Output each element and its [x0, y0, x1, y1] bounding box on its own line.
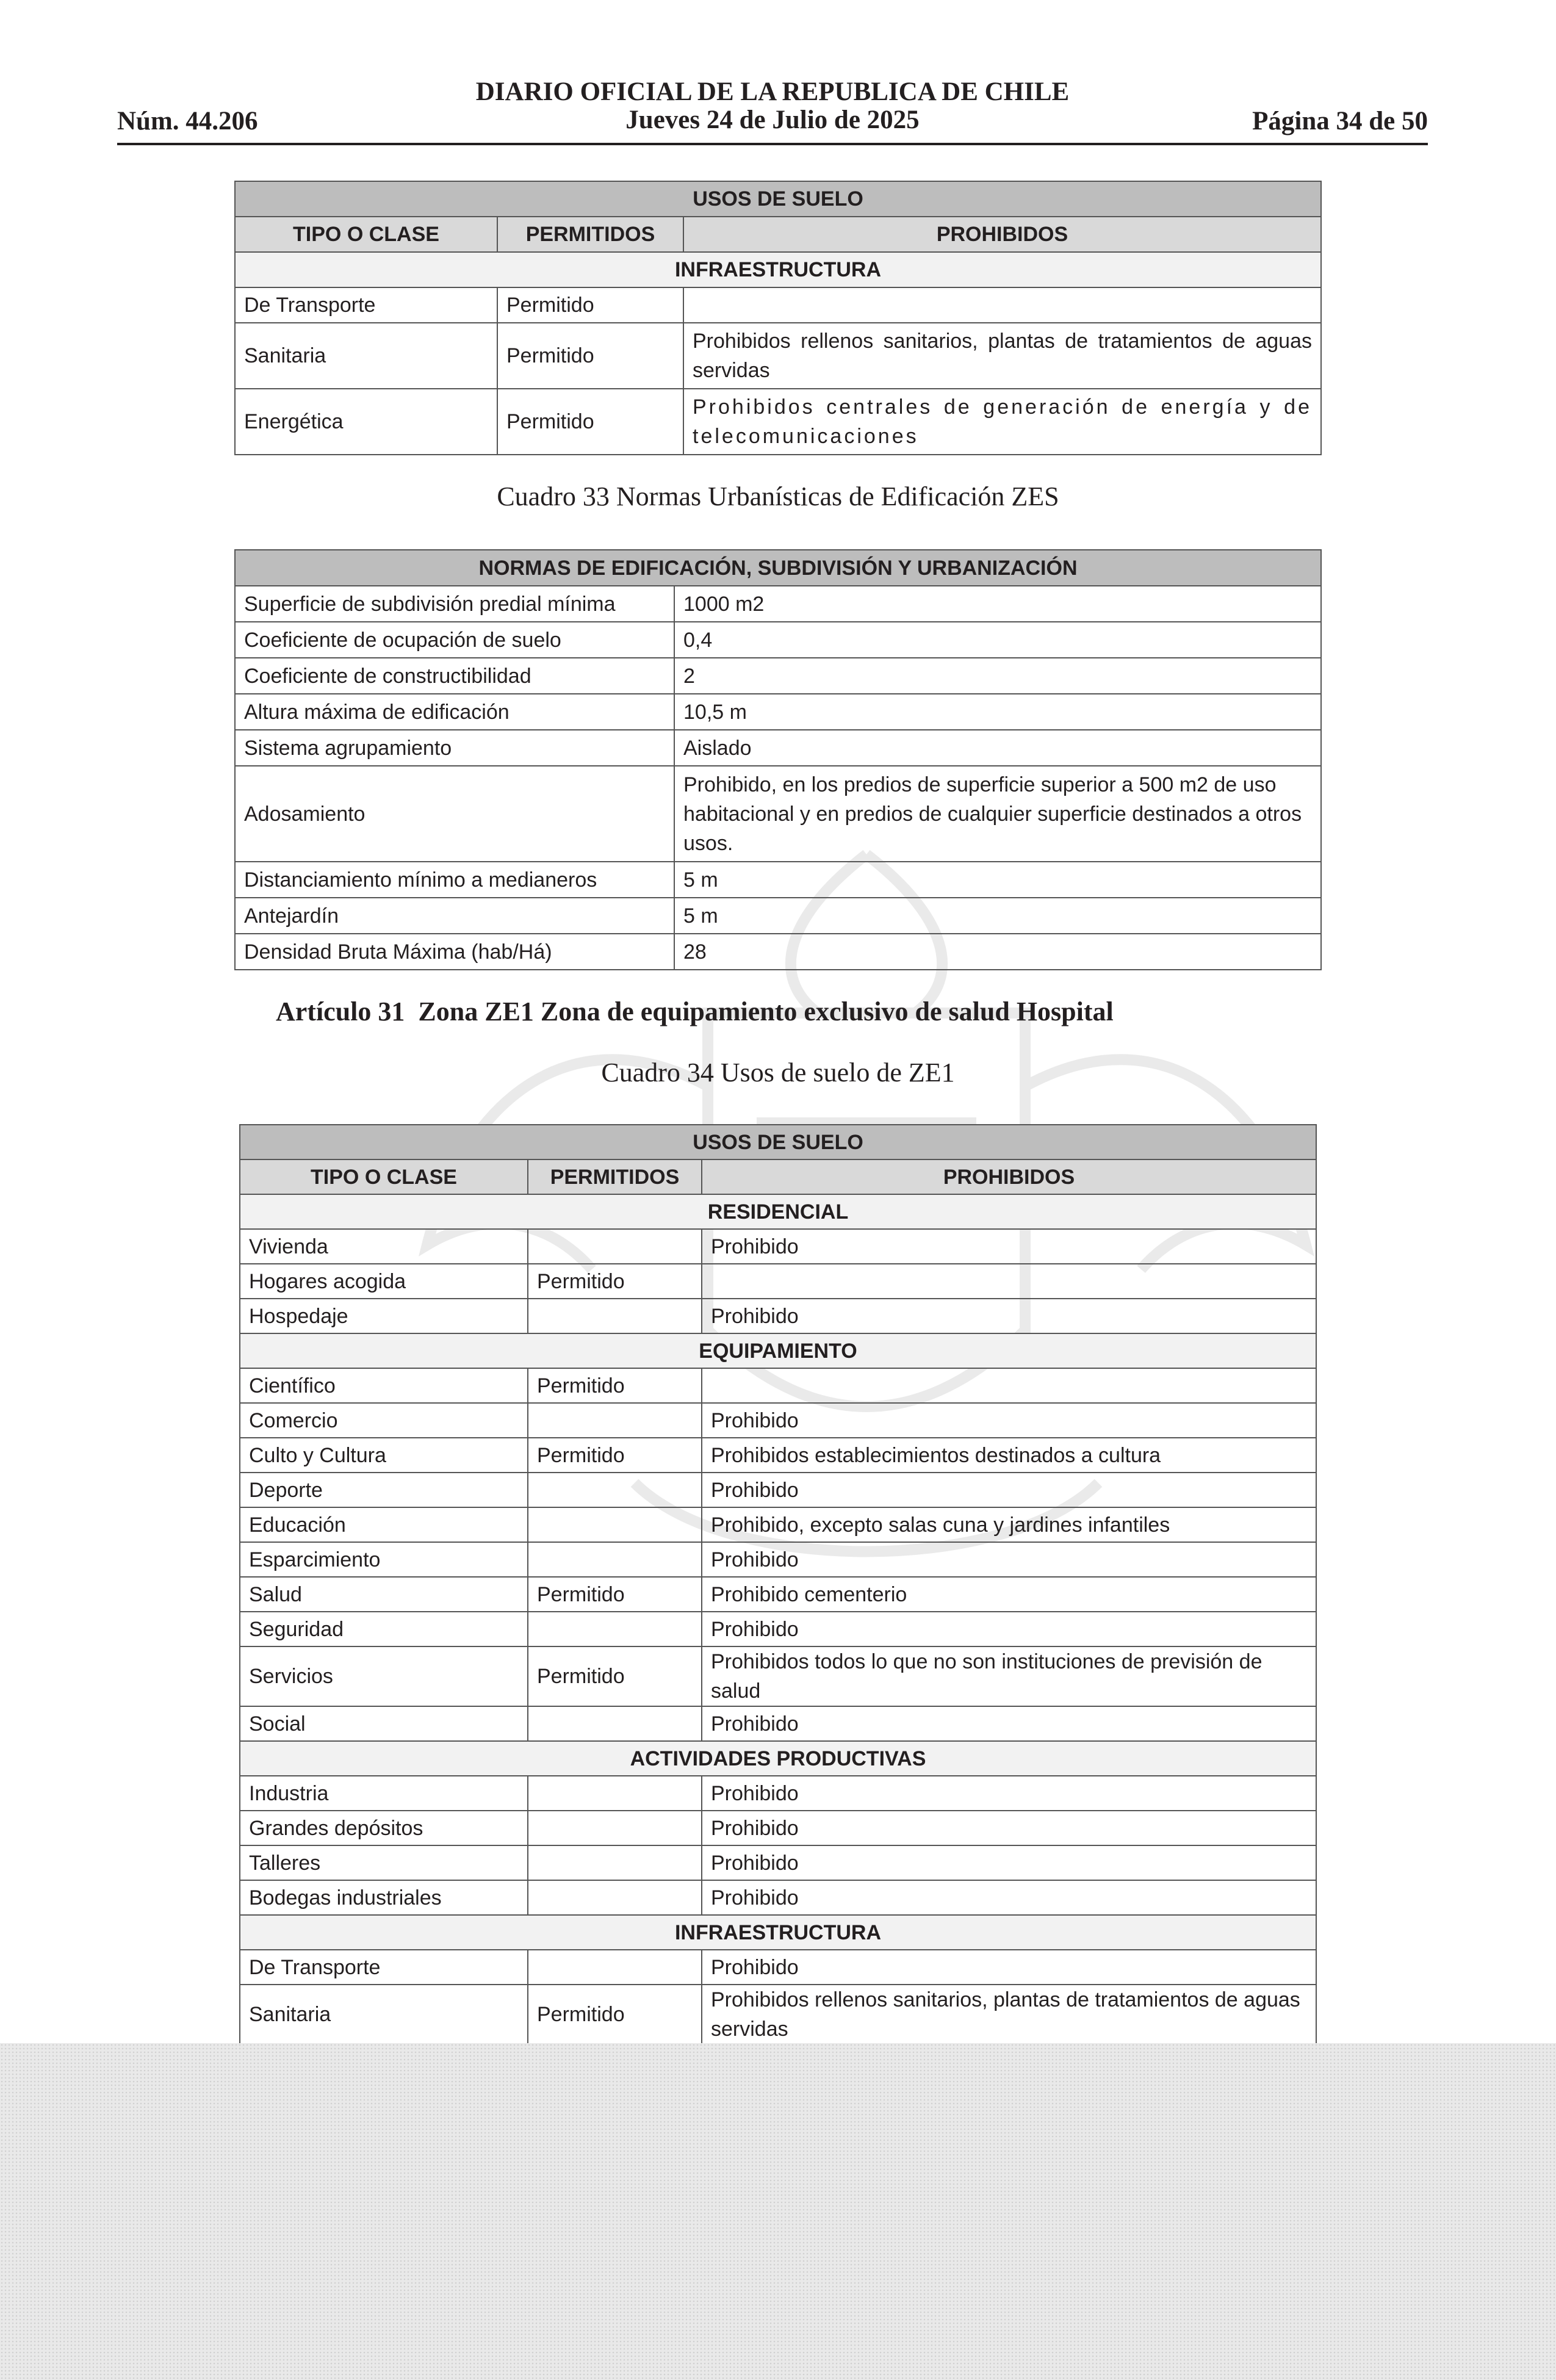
section-header-equipamiento: EQUIPAMIENTO — [240, 1333, 1316, 1368]
cell-prohibidos: Prohibido — [702, 1473, 1316, 1507]
cell-value: Prohibido, en los predios de superficie superior a 500 m2 de uso habitacional y en predios de cualquier superficie destinados a otros usos. — [674, 766, 1321, 862]
cell-permitidos — [528, 1507, 702, 1542]
column-header-permitidos: PERMITIDOS — [528, 1159, 702, 1194]
cell-tipo: De Transporte — [240, 1950, 528, 1985]
cell-label: Superficie de subdivisión predial mínima — [235, 586, 674, 622]
cell-permitidos — [528, 1880, 702, 1915]
table-row — [235, 323, 1321, 389]
table-row — [240, 1811, 1316, 1845]
cell-prohibidos: Prohibidos rellenos sanitarios, plantas de tratamientos de aguas servidas — [683, 323, 1321, 389]
table-row — [235, 862, 1321, 898]
cell-prohibidos: Prohibido — [702, 1776, 1316, 1811]
cell-label: Adosamiento — [235, 766, 674, 862]
table-row — [235, 766, 1321, 862]
cell-permitidos — [528, 1811, 702, 1845]
cell-prohibidos: Prohibido — [702, 1542, 1316, 1577]
cell-prohibidos: Prohibido cementerio — [702, 1577, 1316, 1612]
cell-permitidos — [528, 1950, 702, 1985]
cell-tipo: Sanitaria — [240, 1985, 528, 2044]
cell-permitidos: Permitido — [528, 1264, 702, 1299]
article-31-heading — [276, 996, 1114, 1027]
table-row — [240, 1845, 1316, 1880]
caption-cuadro-33: Cuadro 33 Normas Urbanísticas de Edificación ZES — [497, 481, 1059, 511]
cell-label: Distanciamiento mínimo a medianeros — [235, 862, 674, 898]
table-row — [235, 586, 1321, 622]
cell-tipo: Culto y Cultura — [240, 1438, 528, 1473]
table-row — [235, 934, 1321, 970]
usos-de-suelo-ze1-table — [239, 1124, 1317, 2045]
cell-tipo: Industria — [240, 1776, 528, 1811]
table-row — [240, 1880, 1316, 1915]
table-row — [240, 1229, 1316, 1264]
cell-tipo: Grandes depósitos — [240, 1811, 528, 1845]
page-number: Página 34 de 50 — [1252, 107, 1428, 135]
table-row — [240, 1507, 1316, 1542]
section-header-infraestructura: INFRAESTRUCTURA — [235, 252, 1321, 287]
cell-permitidos: Permitido — [528, 1985, 702, 2044]
cell-permitidos: Permitido — [528, 1368, 702, 1403]
table-row — [240, 1776, 1316, 1811]
cell-label: Antejardín — [235, 898, 674, 934]
table-row — [235, 287, 1321, 323]
table-row — [240, 1368, 1316, 1403]
table-row — [235, 389, 1321, 455]
cell-permitidos: Permitido — [497, 389, 683, 455]
table-row — [235, 658, 1321, 694]
cell-permitidos — [528, 1299, 702, 1333]
cell-prohibidos — [683, 287, 1321, 323]
column-header-prohibidos: PROHIBIDOS — [683, 217, 1321, 252]
table-row — [240, 1403, 1316, 1438]
table-row — [235, 622, 1321, 658]
cell-tipo: Sanitaria — [235, 323, 497, 389]
cell-tipo: Talleres — [240, 1845, 528, 1880]
cell-value: 28 — [674, 934, 1321, 970]
table-row — [240, 1473, 1316, 1507]
table-title: NORMAS DE EDIFICACIÓN, SUBDIVISIÓN Y URBANIZACIÓN — [235, 550, 1321, 586]
column-header-tipo: TIPO O CLASE — [240, 1159, 528, 1194]
cell-tipo: Comercio — [240, 1403, 528, 1438]
cell-prohibidos: Prohibido — [702, 1811, 1316, 1845]
table-title: USOS DE SUELO — [235, 181, 1321, 217]
cell-prohibidos: Prohibido — [702, 1880, 1316, 1915]
caption-cuadro-34: Cuadro 34 Usos de suelo de ZE1 — [601, 1058, 955, 1087]
cell-prohibidos: Prohibidos centrales de generación de energía y de telecomunicaciones — [683, 389, 1321, 455]
cell-value: 2 — [674, 658, 1321, 694]
cell-prohibidos: Prohibidos rellenos sanitarios, plantas de tratamientos de aguas servidas — [702, 1985, 1316, 2044]
cell-tipo: De Transporte — [235, 287, 497, 323]
page-header — [117, 72, 1428, 145]
newspaper-title: DIARIO OFICIAL DE LA REPUBLICA DE CHILE — [475, 78, 1070, 106]
normas-edificacion-table — [234, 549, 1322, 970]
table-row — [235, 730, 1321, 766]
cell-value: 5 m — [674, 862, 1321, 898]
table-title: USOS DE SUELO — [240, 1125, 1316, 1159]
cell-value: 5 m — [674, 898, 1321, 934]
cell-label: Altura máxima de edificación — [235, 694, 674, 730]
cell-prohibidos: Prohibido, excepto salas cuna y jardines infantiles — [702, 1507, 1316, 1542]
cell-prohibidos: Prohibidos establecimientos destinados a cultura — [702, 1438, 1316, 1473]
cell-permitidos — [528, 1706, 702, 1741]
cell-tipo: Social — [240, 1706, 528, 1741]
cell-prohibidos: Prohibido — [702, 1950, 1316, 1985]
cell-prohibidos — [702, 1264, 1316, 1299]
cell-label: Sistema agrupamiento — [235, 730, 674, 766]
table-row — [240, 1985, 1316, 2044]
table-row — [240, 1646, 1316, 1706]
cell-tipo: Seguridad — [240, 1612, 528, 1646]
cell-tipo: Vivienda — [240, 1229, 528, 1264]
cell-permitidos — [528, 1776, 702, 1811]
cell-permitidos — [528, 1403, 702, 1438]
section-header-residencial: RESIDENCIAL — [240, 1194, 1316, 1229]
cell-permitidos: Permitido — [528, 1438, 702, 1473]
cell-permitidos: Permitido — [497, 287, 683, 323]
table-row — [240, 1438, 1316, 1473]
cell-tipo: Servicios — [240, 1646, 528, 1706]
table-row — [240, 1950, 1316, 1985]
cell-value: 1000 m2 — [674, 586, 1321, 622]
blank-scan-area — [0, 2043, 1556, 2380]
table-row — [235, 694, 1321, 730]
cell-label: Coeficiente de ocupación de suelo — [235, 622, 674, 658]
article-title: Zona ZE1 Zona de equipamiento exclusivo de salud Hospital — [418, 997, 1114, 1026]
issue-number: Núm. 44.206 — [117, 107, 258, 135]
cell-prohibidos: Prohibido — [702, 1706, 1316, 1741]
table-row — [240, 1299, 1316, 1333]
table-row — [240, 1264, 1316, 1299]
cell-tipo: Educación — [240, 1507, 528, 1542]
cell-prohibidos: Prohibido — [702, 1612, 1316, 1646]
cell-tipo: Científico — [240, 1368, 528, 1403]
cell-prohibidos — [702, 1368, 1316, 1403]
cell-tipo: Energética — [235, 389, 497, 455]
cell-value: 10,5 m — [674, 694, 1321, 730]
cell-permitidos: Permitido — [497, 323, 683, 389]
cell-permitidos — [528, 1612, 702, 1646]
table-row — [235, 898, 1321, 934]
cell-tipo: Salud — [240, 1577, 528, 1612]
cell-tipo: Hospedaje — [240, 1299, 528, 1333]
cell-prohibidos: Prohibido — [702, 1403, 1316, 1438]
cell-permitidos — [528, 1473, 702, 1507]
header-center — [117, 78, 1428, 134]
column-header-tipo: TIPO O CLASE — [235, 217, 497, 252]
cell-permitidos — [528, 1542, 702, 1577]
cell-permitidos: Permitido — [528, 1577, 702, 1612]
table-row — [240, 1612, 1316, 1646]
cell-value: Aislado — [674, 730, 1321, 766]
cell-tipo: Deporte — [240, 1473, 528, 1507]
section-header-infraestructura: INFRAESTRUCTURA — [240, 1915, 1316, 1950]
cell-tipo: Esparcimiento — [240, 1542, 528, 1577]
column-header-permitidos: PERMITIDOS — [497, 217, 683, 252]
cell-tipo: Bodegas industriales — [240, 1880, 528, 1915]
cell-permitidos: Permitido — [528, 1646, 702, 1706]
section-header-actividades-productivas: ACTIVIDADES PRODUCTIVAS — [240, 1741, 1316, 1776]
article-number: Artículo 31 — [276, 997, 405, 1026]
cell-label: Coeficiente de constructibilidad — [235, 658, 674, 694]
cell-prohibidos: Prohibido — [702, 1229, 1316, 1264]
cell-prohibidos: Prohibido — [702, 1299, 1316, 1333]
column-header-prohibidos: PROHIBIDOS — [702, 1159, 1316, 1194]
table-row — [240, 1542, 1316, 1577]
cell-tipo: Hogares acogida — [240, 1264, 528, 1299]
usos-de-suelo-table-continued — [234, 181, 1322, 455]
cell-label: Densidad Bruta Máxima (hab/Há) — [235, 934, 674, 970]
issue-date: Jueves 24 de Julio de 2025 — [625, 106, 920, 134]
cell-prohibidos: Prohibido — [702, 1845, 1316, 1880]
cell-permitidos — [528, 1845, 702, 1880]
table-row — [240, 1577, 1316, 1612]
table-row — [240, 1706, 1316, 1741]
cell-permitidos — [528, 1229, 702, 1264]
cell-value: 0,4 — [674, 622, 1321, 658]
cell-prohibidos: Prohibidos todos lo que no son instituciones de previsión de salud — [702, 1646, 1316, 1706]
